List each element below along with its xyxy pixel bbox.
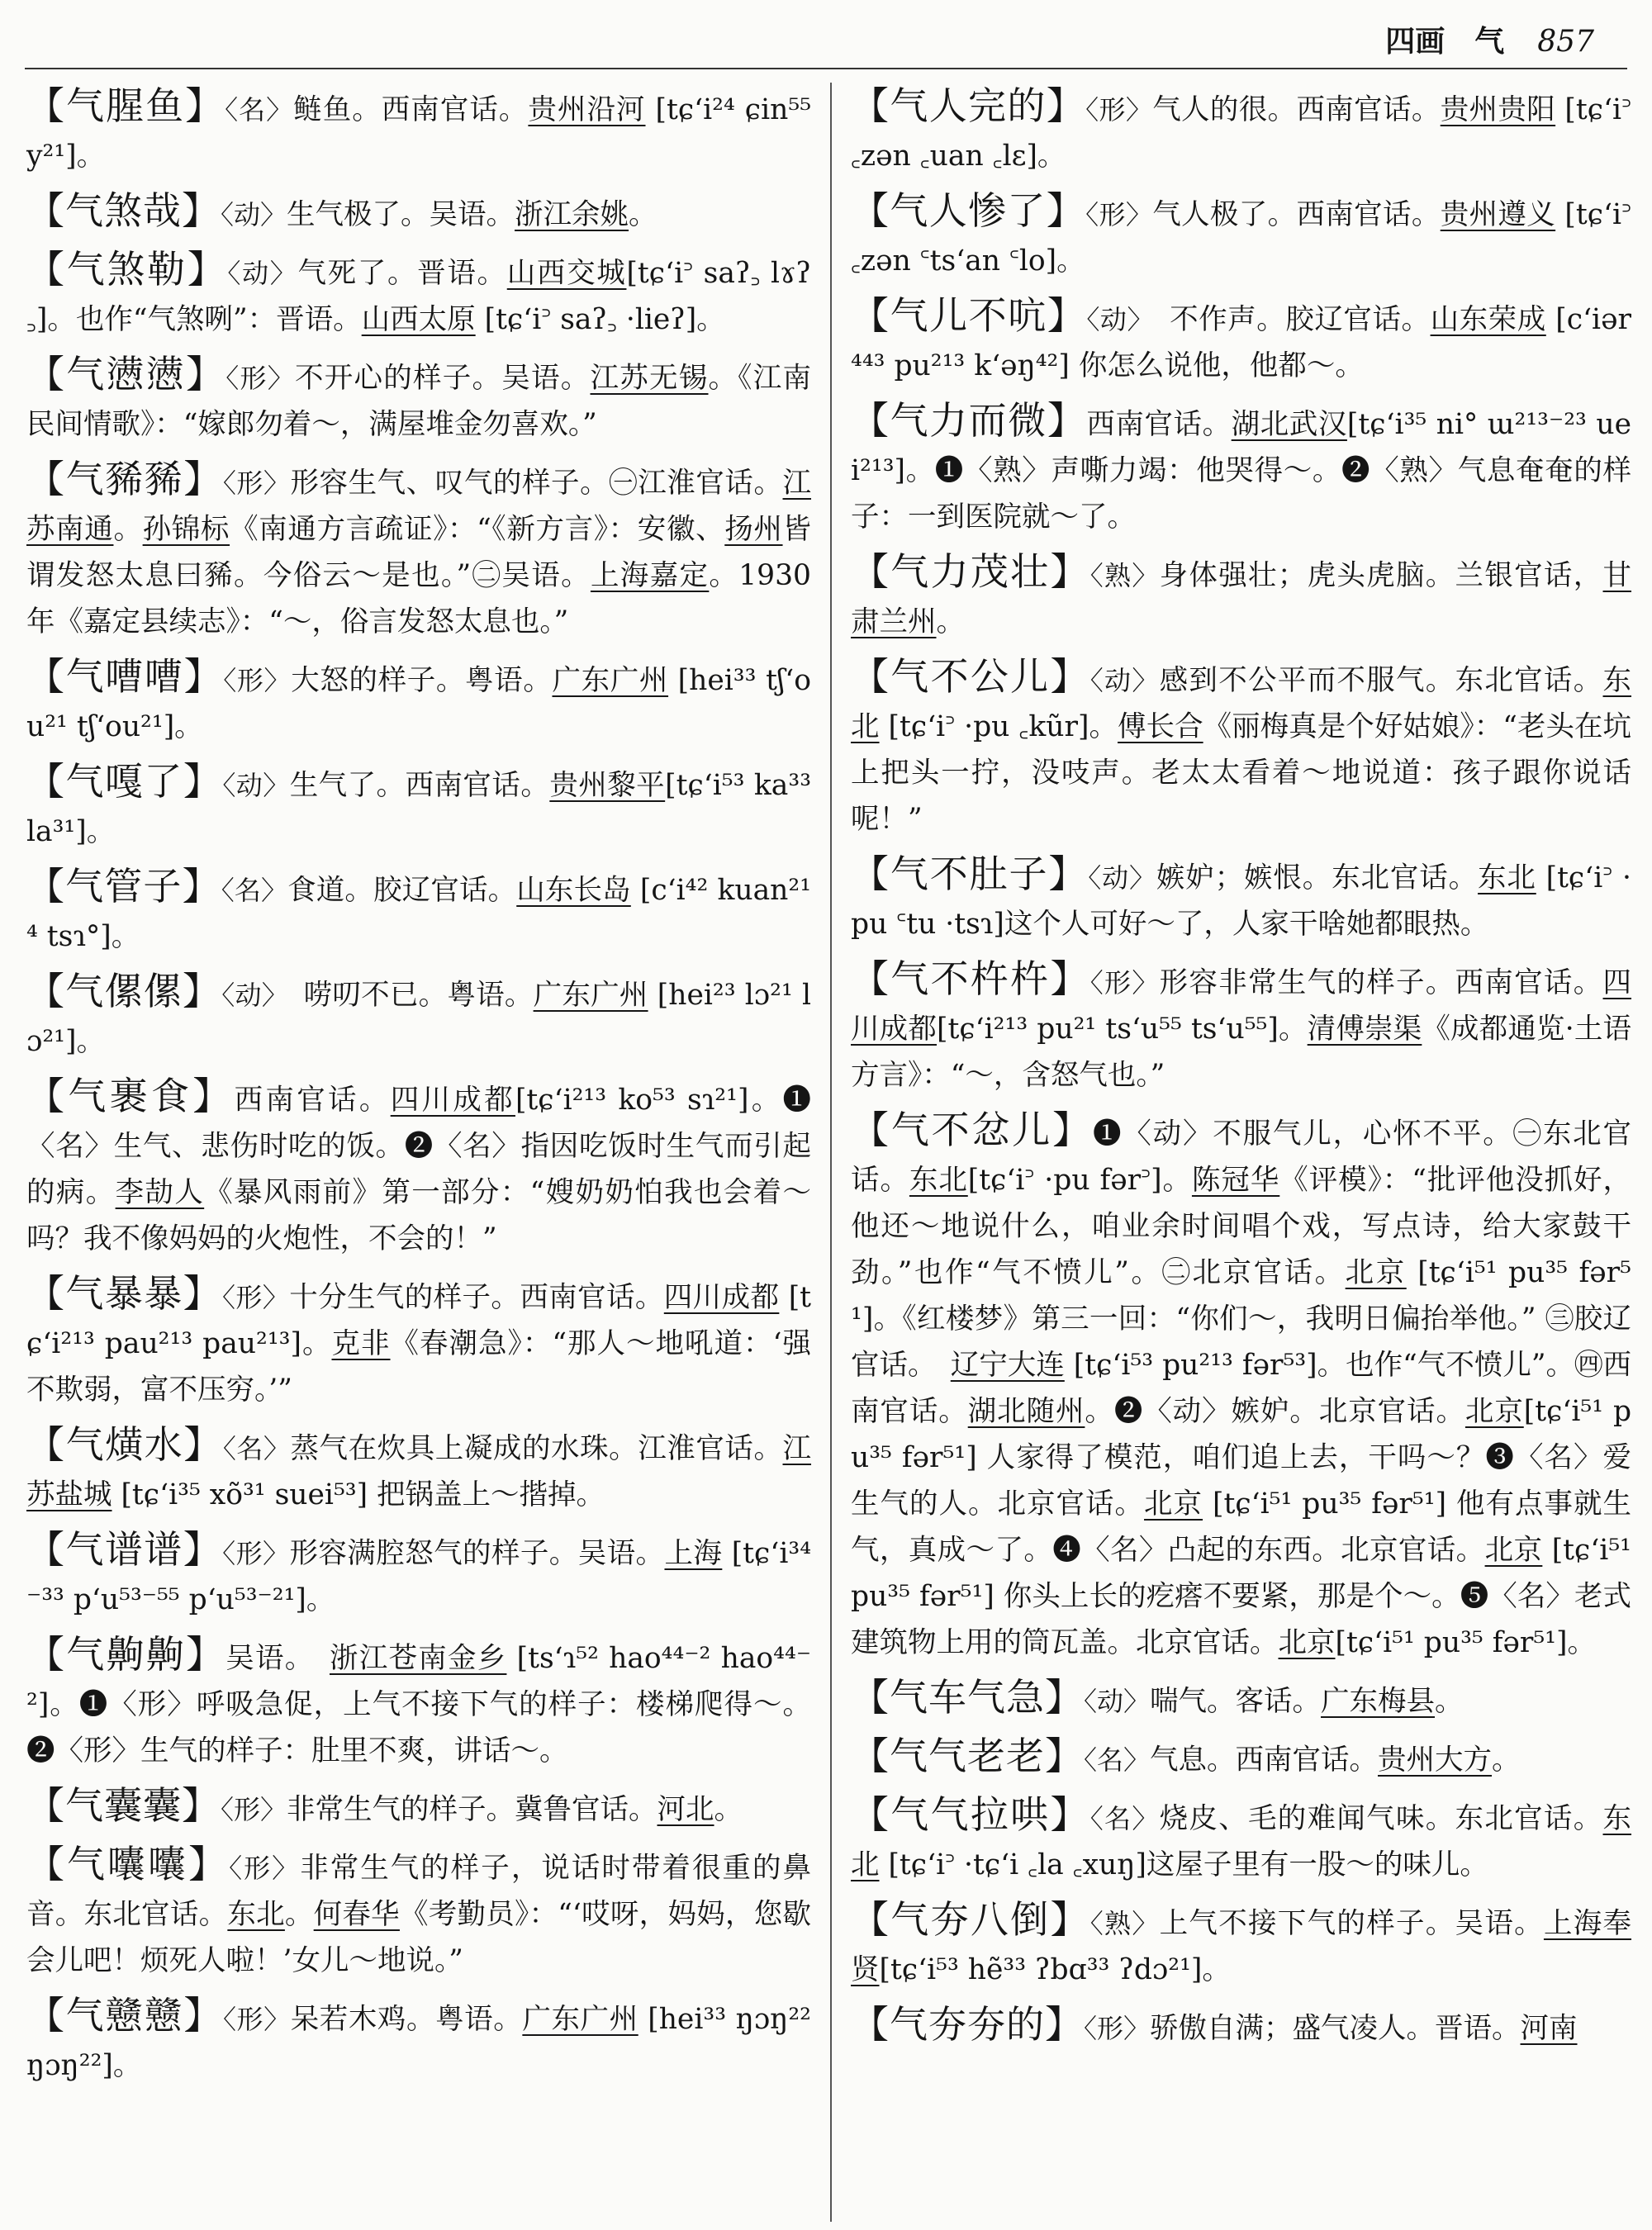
entry-headword: 【 气戆戆 】	[26, 1993, 223, 2038]
entry-pos: 〈动〉	[227, 258, 298, 289]
place-name: 陈冠华	[1191, 1164, 1280, 1197]
entry-headword: 【 气懑懑 】	[26, 352, 225, 396]
place-name: 东北	[851, 1802, 1632, 1881]
dictionary-entry	[26, 1073, 811, 1262]
place-name: 上海奉贤	[851, 1907, 1632, 1986]
entry-pos: 〈形〉	[222, 467, 291, 499]
entry-pos: 〈形〉	[1085, 94, 1153, 126]
place-name: 东北	[1478, 861, 1536, 894]
place-name: 北京	[1144, 1487, 1203, 1521]
place-name: 上海嘉定	[590, 559, 710, 592]
entry-headword: 【 气豨豨 】	[26, 457, 223, 501]
dictionary-entry	[26, 1421, 811, 1518]
entry-pos: 〈熟〉	[1089, 560, 1160, 591]
place-name: 贵州贵阳	[1440, 93, 1556, 126]
entry-headword: 【 气傫傫 】	[26, 969, 221, 1013]
dictionary-entry	[26, 1992, 811, 2089]
entry-definition: 鲢鱼。西南官话。贵州沿河 [tɕʻi²⁴ ɕin⁵⁵ y²¹]。	[26, 93, 812, 173]
entry-pos: 〈形〉	[1085, 199, 1153, 230]
entry-pos: 〈形〉	[1084, 2013, 1151, 2044]
entry-headword: 【 气气拉哄 】	[851, 1792, 1090, 1837]
entry-definition: 喘气。客话。广东梅县。	[1150, 1685, 1464, 1718]
dictionary-entry	[26, 456, 811, 645]
entry-pos: 〈形〉	[1089, 967, 1160, 999]
place-name: 何春华	[313, 1898, 400, 1931]
place-name: 贵州大方	[1378, 1744, 1493, 1777]
place-name: 东北	[227, 1898, 285, 1931]
entry-headword: 【 气不杵杵 】	[851, 956, 1090, 1001]
entry-headword: 【 气儿不吭 】	[851, 293, 1086, 338]
entry-definition: 西南官话。湖北武汉[tɕʻi³⁵ ni° ɯ²¹³⁻²³ uei²¹³]。❶〈熟〉声嘶力竭：他哭得～。❷〈熟〉气息奄奄的样子：一到医院就～了。	[851, 408, 1632, 534]
place-name: 甘肃兰州	[851, 559, 1632, 638]
dictionary-entry	[26, 1631, 811, 1774]
entry-definition: 食道。胶辽官话。山东长岛 [cʻi⁴² kuan²¹⁴ tsɿ°]。	[26, 874, 812, 953]
entry-definition: 不作声。胶辽官话。山东荣成 [cʻiər⁴⁴³ pu²¹³ kʻəŋ⁴²] 你怎么说他，他都～。	[851, 303, 1631, 382]
entry-definition: 蒸气在炊具上凝成的水珠。江淮官话。江苏盐城 [tɕʻi³⁵ xõ³¹ suei⁵³] 把锅盖上～揩掉。	[26, 1432, 812, 1511]
entry-pos: 〈动〉	[1084, 1686, 1151, 1717]
place-name: 浙江余姚	[515, 198, 629, 231]
place-name: 北京	[1345, 1256, 1407, 1289]
entry-headword: 【 气车气急 】	[851, 1675, 1084, 1720]
entry-definition: 形容生气、叹气的样子。㊀江淮官话。江苏南通。孙锦标《南通方言疏证》：“《新方言》：安徽、扬州皆谓发怒太息曰豨。今俗云～是也。”㊁吴语。上海嘉定。1930年《嘉定县续志》：“～，俗言发怒太息也。”	[26, 467, 812, 638]
dictionary-entry	[851, 653, 1631, 842]
section-label: 四画 气	[1385, 24, 1505, 59]
dictionary-entry	[851, 2001, 1631, 2052]
entry-headword: 【 气煞勒 】	[26, 247, 227, 292]
dictionary-entry	[26, 1270, 811, 1413]
dictionary-entry	[26, 187, 811, 238]
entry-headword: 【 气熿水 】	[26, 1422, 223, 1467]
place-name: 辽宁大连	[950, 1349, 1065, 1382]
entry-pos: 〈形〉	[223, 665, 292, 696]
place-name: 傅长合	[1118, 710, 1203, 743]
right-column	[851, 83, 1631, 2060]
place-name: 北京	[1484, 1534, 1543, 1567]
place-name: 东北	[909, 1164, 968, 1197]
entry-headword: 【 气不肚子 】	[851, 852, 1088, 896]
dictionary-entry	[26, 1526, 811, 1623]
entry-pos: 〈形〉	[229, 1853, 301, 1884]
dictionary-entry	[851, 1107, 1631, 1666]
entry-definition: 气死了。晋语。山西交城[tɕʻi꜄ saʔ꜆ lɤʔ꜆]。也作“气煞咧”：晋语。山西太原 [tɕʻi꜄ saʔ꜆ ·lieʔ]。	[26, 257, 812, 336]
entry-pos: 〈形〉	[222, 1282, 290, 1313]
dictionary-entry	[851, 956, 1631, 1098]
dictionary-entry	[26, 246, 811, 343]
entry-pos: 〈名〉	[221, 875, 288, 906]
entry-headword: 【 气夯夯的 】	[851, 2002, 1084, 2047]
dictionary-entry	[851, 1674, 1631, 1725]
entry-definition: 生气极了。吴语。浙江余姚。	[287, 198, 657, 231]
page-number: 857	[1537, 25, 1594, 59]
place-name: 广东广州	[552, 664, 669, 697]
left-column	[26, 83, 811, 2097]
entry-pos: 〈形〉	[221, 1794, 287, 1825]
entry-headword: 【 气夯八倒 】	[851, 1897, 1090, 1942]
dictionary-entry	[851, 851, 1631, 947]
place-name: 山西太原	[361, 303, 476, 336]
entry-pos: 〈名〉	[225, 94, 294, 126]
dictionary-entry	[26, 83, 811, 179]
entry-definition: 唠叨不已。粤语。广东广州 [hei²³ lɔ²¹ lɔ²¹]。	[26, 979, 812, 1058]
entry-definition: 感到不公平而不服气。东北官话。东北 [tɕʻi꜄ ·pu ꜀kũr]。傅长合《丽梅真是个好姑娘》：“老头在坑上把头一拧，没吱声。老太太看着～地说道：孩子跟你说话呢！”	[851, 664, 1632, 836]
place-name: 广东梅县	[1321, 1685, 1436, 1718]
entry-headword: 【 气人完的 】	[851, 83, 1085, 128]
entry-definition: 非常生气的样子。冀鲁官话。河北。	[287, 1793, 743, 1826]
place-name: 清傅崇渠	[1307, 1013, 1422, 1046]
dictionary-entry	[851, 1733, 1631, 1783]
entry-headword: 【 气管子 】	[26, 864, 221, 909]
place-name: 李劼人	[115, 1176, 205, 1209]
entry-definition: 西南官话。四川成都[tɕʻi²¹³ ko⁵³ sɿ²¹]。❶〈名〉生气、悲伤时吃的饭。❷〈名〉指因吃饭时生气而引起的病。李劼人《暴风雨前》第一部分：“嫂奶奶怕我也会着～吗？我不像妈妈的火炮性，不会的！”	[26, 1084, 812, 1255]
place-name: 江苏无锡	[590, 362, 709, 395]
dictionary-entry	[26, 351, 811, 448]
entry-definition: ❶〈动〉不服气儿，心怀不平。㊀东北官话。东北[tɕʻi꜄ ·pu fər꜄]。陈冠华《评模》：“批评他没抓好，他还～地说什么，咱业余时间唱个戏，写点诗，给大家鼓干劲。”也作“气不愤儿”。㊁北京官话。北京 [tɕʻi⁵¹ pu³⁵ fər⁵¹]。《红楼梦》第三一回：“你们～，我明日偏抬举他。” ㊂胶辽官话。 辽宁大连 [tɕʻi⁵³ pu²¹³ fər⁵³]。也作“气不愤儿”。㊃西南官话。湖北随州。❷〈动〉嫉妒。北京官话。北京[tɕʻi⁵¹ pu³⁵ fər⁵¹] 人家得了模范，咱们追上去，干吗～？❸〈名〉爱生气的人。北京官话。北京 [tɕʻi⁵¹ pu³⁵ fər⁵¹] 他有点事就生气，真成～了。❹〈名〉凸起的东西。北京官话。北京 [tɕʻi⁵¹ pu³⁵ fər⁵¹] 你头上长的疙瘩不要紧，那是个～。❺〈名〉老式建筑物上用的筒瓦盖。北京官话。北京[tɕʻi⁵¹ pu³⁵ fər⁵¹]。	[851, 1117, 1632, 1659]
entry-headword: 【 气囔囔 】	[26, 1842, 229, 1886]
entry-pos: 〈动〉	[222, 770, 290, 801]
entry-definition: 气人极了。西南官话。贵州遵义 [tɕʻi꜄ ꜀zən ꜂tsʻan ꜂lo]。	[851, 198, 1632, 278]
entry-pos: 〈动〉	[1086, 304, 1142, 335]
entry-headword: 【 气谱谱 】	[26, 1527, 222, 1572]
entry-definition: 气息。西南官话。贵州大方。	[1150, 1744, 1521, 1777]
entry-definition: 非常生气的样子，说话时带着很重的鼻音。东北官话。东北。何春华《考勤员》：“‘哎呀，妈妈，您歇会儿吧！烦死人啦！’女儿～地说。”	[26, 1852, 812, 1977]
entry-pos: 〈名〉	[1089, 1803, 1160, 1834]
entry-definition: 形容非常生气的样子。西南官话。四川成都[tɕʻi²¹³ pu²¹ tsʻu⁵⁵ tsʻu⁵⁵]。清傅崇渠《成都通览·土语方言》：“～，含怒气也。”	[851, 966, 1632, 1092]
dictionary-entry	[26, 758, 811, 855]
place-name: 扬州	[724, 513, 783, 546]
place-name: 广东广州	[533, 979, 648, 1012]
place-name: 江苏盐城	[26, 1432, 812, 1511]
place-name: 克非	[331, 1327, 391, 1360]
entry-headword: 【 气嘎了 】	[26, 759, 222, 804]
entry-pos: 〈动〉	[1088, 862, 1156, 894]
entry-pos: 〈动〉	[221, 980, 275, 1011]
entry-headword: 【 气力茂壮 】	[851, 549, 1090, 594]
entry-headword: 【 气齁齁 】	[26, 1632, 225, 1677]
place-name: 四川成都	[390, 1084, 515, 1117]
entry-definition: 十分生气的样子。西南官话。四川成都 [tɕʻi²¹³ pau²¹³ pau²¹³]。克非《春潮急》：“那人～地吼道：‘强不欺弱，富不压穷。’”	[26, 1281, 812, 1407]
entry-headword: 【 气煞哉 】	[26, 188, 221, 233]
entry-headword: 【 气不公儿 】	[851, 654, 1090, 699]
place-name: 湖北随州	[967, 1395, 1085, 1428]
dictionary-entry	[26, 653, 811, 750]
header-rule	[25, 68, 1627, 69]
entry-pos: 〈名〉	[1084, 1744, 1151, 1776]
entry-pos: 〈形〉	[222, 1538, 290, 1569]
entry-headword: 【 气嘈嘈 】	[26, 654, 223, 699]
entry-pos: 〈名〉	[222, 1433, 291, 1464]
entry-pos: 〈形〉	[225, 363, 295, 394]
entry-definition: 形容满腔怒气的样子。吴语。上海 [tɕʻi³⁴⁻³³ pʻu⁵³⁻⁵⁵ pʻu⁵³⁻²¹]。	[26, 1537, 812, 1616]
column-divider	[830, 83, 832, 2222]
entry-definition: 吴语。 浙江苍南金乡 [tsʻɿ⁵² hao⁴⁴⁻² hao⁴⁴⁻²]。❶〈形〉呼吸急促，上气不接下气的样子：楼梯爬得～。❷〈形〉生气的样子：肚里不爽，讲话～。	[26, 1642, 812, 1767]
entry-headword: 【 气人惨了 】	[851, 188, 1085, 233]
place-name: 山东长岛	[516, 874, 631, 907]
entry-headword: 【 气不忿儿 】	[851, 1108, 1093, 1152]
dictionary-entry	[851, 292, 1631, 389]
entry-definition: 气人的很。西南官话。贵州贵阳 [tɕʻi꜄ ꜀zən ꜀uan ꜀lɛ]。	[851, 93, 1632, 173]
entry-headword: 【 气气老老 】	[851, 1734, 1084, 1778]
entry-definition: 大怒的样子。粤语。广东广州 [hei³³ tʃʻou²¹ tʃʻou²¹]。	[26, 664, 812, 743]
entry-definition: 骄傲自满；盛气凌人。晋语。河南	[1150, 2012, 1578, 2045]
entry-pos: 〈熟〉	[1089, 1908, 1160, 1939]
dictionary-entry	[26, 1782, 811, 1833]
place-name: 山东荣成	[1430, 303, 1546, 336]
entry-definition: 烧皮、毛的难闻气味。东北官话。东北 [tɕʻi꜄ ·tɕʻi ꜀la ꜀xuŋ]这屋子里有一股～的味儿。	[851, 1802, 1632, 1881]
dictionary-entry	[851, 187, 1631, 284]
place-name: 贵州黎平	[549, 769, 666, 802]
entry-headword: 【 气囊囊 】	[26, 1783, 221, 1828]
dictionary-entry	[851, 1896, 1631, 1993]
entry-headword: 【 气暴暴 】	[26, 1271, 222, 1316]
dictionary-entry	[26, 863, 811, 960]
entry-headword: 【 气腥鱼 】	[26, 83, 225, 128]
dictionary-entry	[26, 968, 811, 1065]
place-name: 北京	[1278, 1626, 1336, 1659]
dictionary-entry	[26, 1841, 811, 1984]
place-name: 上海	[664, 1537, 723, 1570]
place-name: 山西交城	[506, 257, 627, 290]
entry-definition: 上气不接下气的样子。吴语。上海奉贤[tɕʻi⁵³ hẽ³³ ʔbɑ³³ ʔdɔ²¹]。	[851, 1907, 1632, 1986]
place-name: 四川成都	[663, 1281, 780, 1314]
place-name: 湖北武汉	[1231, 408, 1347, 441]
entry-pos: 〈动〉	[1089, 665, 1160, 696]
entry-definition: 不开心的样子。吴语。江苏无锡。《江南民间情歌》：“嫁郎勿着～，满屋堆金勿喜欢。”	[26, 362, 811, 441]
entry-definition: 嫉妒；嫉恨。东北官话。东北 [tɕʻi꜄ ·pu ꜂tu ·tsɿ]这个人可好～了，人家干啥她都眼热。	[851, 861, 1631, 941]
place-name: 广东广州	[522, 2003, 638, 2036]
place-name: 浙江苍南金乡	[329, 1642, 507, 1675]
entry-pos: 〈动〉	[221, 199, 287, 230]
place-name: 江苏南通	[26, 467, 812, 546]
entry-pos: 〈形〉	[222, 2004, 291, 2035]
place-name: 孙锦标	[142, 513, 230, 546]
dictionary-entry	[851, 397, 1631, 540]
place-name: 贵州沿河	[528, 93, 646, 126]
place-name: 河南	[1520, 2012, 1578, 2045]
dictionary-entry	[851, 83, 1631, 179]
dictionary-entry	[851, 1791, 1631, 1888]
running-head	[1385, 18, 1594, 60]
dictionary-entry	[851, 548, 1631, 645]
place-name: 东北	[851, 664, 1632, 743]
place-name: 北京	[1464, 1395, 1524, 1428]
place-name: 贵州遵义	[1440, 198, 1556, 231]
entry-definition: 生气了。西南官话。贵州黎平[tɕʻi⁵³ ka³³ la³¹]。	[26, 769, 812, 848]
entry-definition: 身体强壮；虎头虎脑。兰银官话，甘肃兰州。	[851, 559, 1632, 638]
entry-headword: 【 气力而微 】	[851, 398, 1086, 443]
place-name: 河北	[657, 1793, 714, 1826]
place-name: 四川成都	[851, 966, 1632, 1046]
entry-headword: 【 气裹食 】	[26, 1074, 235, 1118]
entry-definition: 呆若木鸡。粤语。广东广州 [hei³³ ŋɔŋ²² ŋɔŋ²²]。	[26, 2003, 812, 2082]
